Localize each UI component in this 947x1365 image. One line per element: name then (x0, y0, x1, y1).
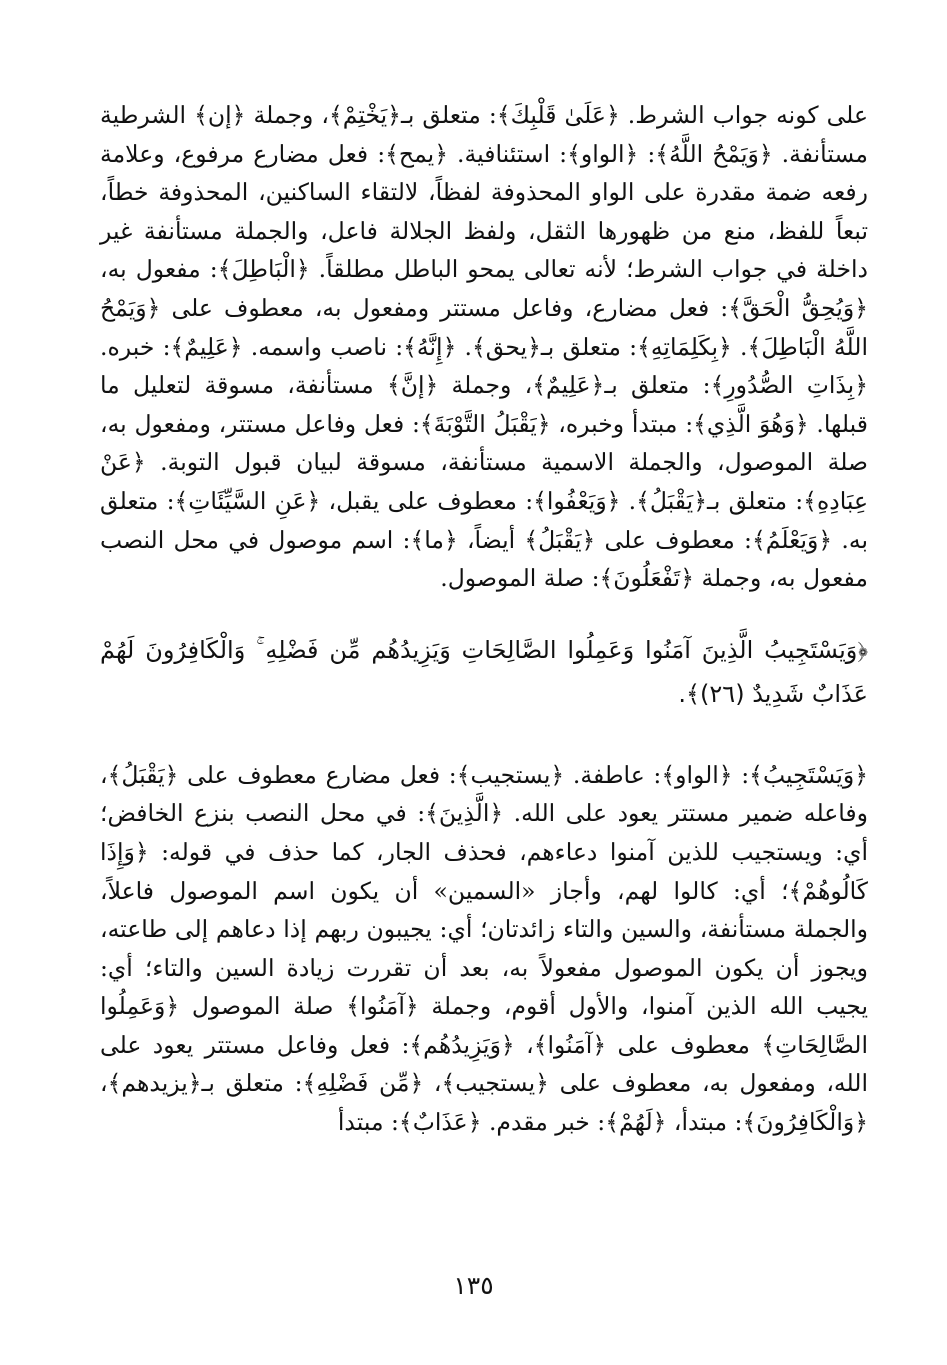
page-number: ١٣٥ (453, 1271, 494, 1300)
page-body (100, 96, 868, 1142)
commentary-paragraph-1: على كونه جواب الشرط. ﴿عَلَىٰ قَلْبِكَ﴾: متعلق بـ﴿يَخْتِمْ﴾، وجملة ﴿إن﴾ الشرطية مستأنفة. ﴿وَيَمْحُ اللَّهُ﴾: ﴿الواو﴾: استئنافية. ﴿يمح﴾: فعل مضارع مرفوع، وعلامة رفعه ضمة مقدرة على الواو المحذوفة لفظاً، لالتقاء الساكنين، المحذوفة خطاً، تبعاً للفظ، منع من ظهورها الثقل، ولفظ الجلالة فاعل، والجملة مستأنفة غير داخلة في جواب الشرط؛ لأنه تعالى يمحو الباطل مطلقاً. ﴿الْبَاطِلَ﴾: مفعول به، ﴿وَيُحِقُّ الْحَقَّ﴾: فعل مضارع، وفاعل مستتر ومفعول به، معطوف على ﴿وَيَمْحُ اللَّهُ الْبَاطِلَ﴾. ﴿بِكَلِمَاتِهِ﴾: متعلق بـ﴿يحق﴾. ﴿إِنَّهُ﴾: ناصب واسمه. ﴿عَلِيمٌ﴾: خبره. ﴿بِذَاتِ الصُّدُورِ﴾: متعلق بـ﴿عَلِيمٌ﴾، وجملة ﴿إنَّ﴾ مستأنفة، مسوقة لتعليل ما قبلها. ﴿وَهُوَ الَّذِي﴾: مبتدأ وخبره، ﴿يَقْبَلُ التَّوْبَةَ﴾: فعل وفاعل مستتر، ومفعول به، صلة الموصول، والجملة الاسمية مستأنفة، مسوقة لبيان قبول التوبة. ﴿عَنْ عِبَادِهِ﴾: متعلق بـ﴿يَقْبَلُ﴾. ﴿وَيَعْفُوا﴾: معطوف على يقبل، ﴿عَنِ السَّيِّئَاتِ﴾: متعلق به. ﴿وَيَعْلَمُ﴾: معطوف على ﴿يَقْبَلُ﴾ أيضاً، ﴿ما﴾: اسم موصول في محل النصب مفعول به، وجملة ﴿تَفْعَلُونَ﴾: صلة الموصول. (100, 101, 868, 593)
commentary-paragraph-2: ﴿وَيَسْتَجِيبُ﴾: ﴿الواو﴾: عاطفة. ﴿يستجيب﴾: فعل مضارع معطوف على ﴿يَقْبَلُ﴾، وفاعله ضمير مستتر يعود على الله. ﴿الَّذِينَ﴾: في محل النصب بنزع الخافض؛ أي: ويستجيب للذين آمنوا دعاءهم، فحذف الجار، كما حذف في قوله: ﴿وَإِذَا كَالُوهُمْ﴾؛ أي: كالوا لهم، وأجاز «السمين» أن يكون اسم الموصول فاعلاً، والجملة مستأنفة، والسين والتاء زائدتان؛ أي: يجيبون ربهم إذا دعاهم إلى طاعته، ويجوز أن يكون الموصول مفعولاً به، بعد أن تقررت زيادة السين والتاء؛ أي: يجيب الله الذين آمنوا، والأول أقوم، وجملة ﴿آمَنُوا﴾ صلة الموصول ﴿وَعَمِلُوا الصَّالِحَاتِ﴾ معطوف على ﴿آمَنُوا﴾، ﴿وَيَزِيدُهُم﴾: فعل وفاعل مستتر يعود على الله، ومفعول به، معطوف على ﴿يستجيب﴾، ﴿مِّن فَضْلِهِ﴾: متعلق بـ﴿يزيدهم﴾، ﴿وَالْكَافِرُونَ﴾: مبتدأ، ﴿لَهُمْ﴾: خبر مقدم. ﴿عَذَابٌ﴾: مبتدأ (100, 760, 868, 1137)
quran-verse-block (100, 628, 868, 716)
quran-verse (100, 628, 868, 716)
verse-close: ﴾. (678, 679, 701, 708)
ayah-number: ٢٦ (709, 679, 736, 708)
ayah-number-marker: (٢٦) (700, 679, 745, 708)
verse-text: ﴿وَيَسْتَجِيبُ الَّذِينَ آمَنُوا وَعَمِلُوا الصَّالِحَاتِ وَيَزِيدُهُم مِّن فَضْلِهِ ۚ وَالْكَافِرُونَ لَهُمْ عَذَابٌ شَدِيدٌ (100, 635, 868, 708)
